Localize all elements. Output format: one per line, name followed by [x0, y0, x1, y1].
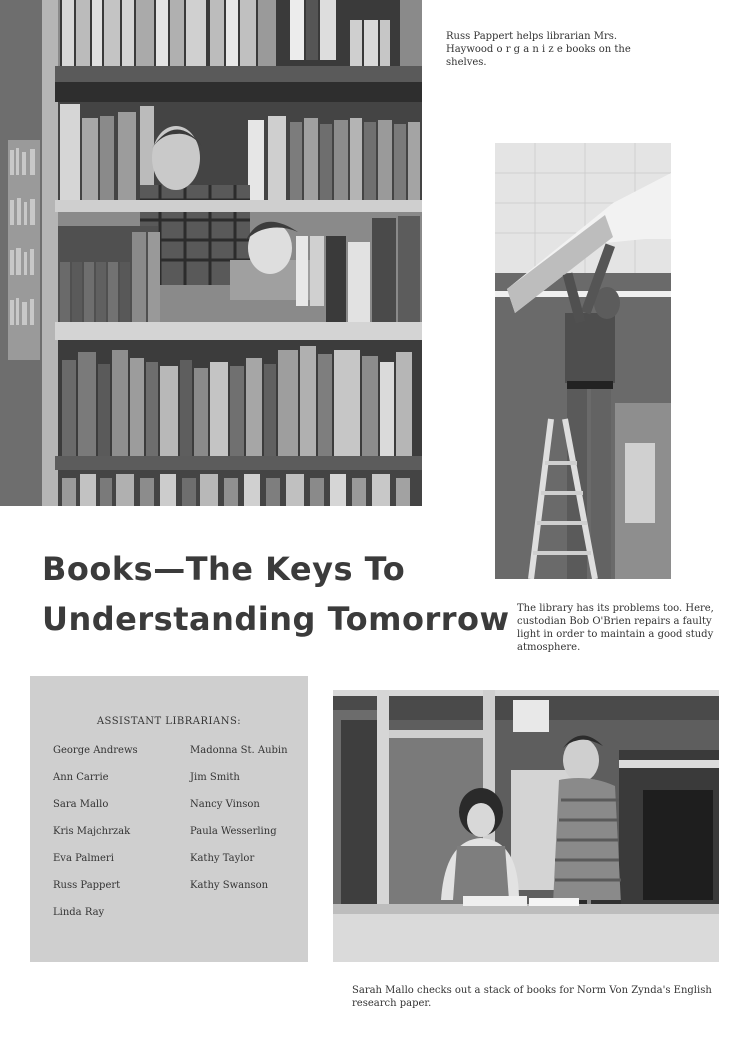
librarian-name: Kathy Taylor [190, 853, 255, 864]
checkout-desk-photo [333, 690, 719, 962]
assistant-librarians-heading: ASSISTANT LIBRARIANS: [96, 716, 242, 727]
librarian-name: Paula Wesserling [190, 826, 277, 837]
librarian-name: Kris Majchrzak [53, 826, 131, 837]
page-title-line-2: Understanding Tomorrow [42, 600, 510, 638]
librarian-name: Madonna St. Aubin [190, 745, 288, 756]
librarian-name: George Andrews [53, 745, 138, 756]
page-title-line-1: Books—The Keys To [42, 550, 406, 588]
librarian-name: Ann Carrie [53, 772, 109, 783]
custodian-ladder-photo [495, 143, 671, 579]
librarian-name: Sara Mallo [53, 799, 109, 810]
library-shelves-photo [0, 0, 422, 506]
librarian-name: Linda Ray [53, 907, 105, 918]
checkout-photo-caption: Sarah Mallo checks out a stack of books for Norm Von Zynda's English research paper. [352, 985, 712, 1009]
assistant-librarians-box [30, 676, 308, 962]
librarian-name: Russ Pappert [53, 880, 121, 891]
custodian-photo-caption: The library has its problems too. Here, custodian Bob O'Brien repairs a faulty light in order to maintain a good study atmosphere. [517, 603, 714, 653]
librarian-name: Eva Palmeri [53, 853, 114, 864]
librarian-name: Kathy Swanson [190, 880, 269, 891]
librarian-name: Jim Smith [190, 772, 240, 783]
library-photo-caption: Russ Pappert helps librarian Mrs. Haywood o r g a n i z e books on the shelves. [446, 31, 631, 68]
librarian-name: Nancy Vinson [190, 799, 260, 810]
librarians-right-column [190, 744, 288, 906]
librarians-left-column [53, 744, 138, 933]
